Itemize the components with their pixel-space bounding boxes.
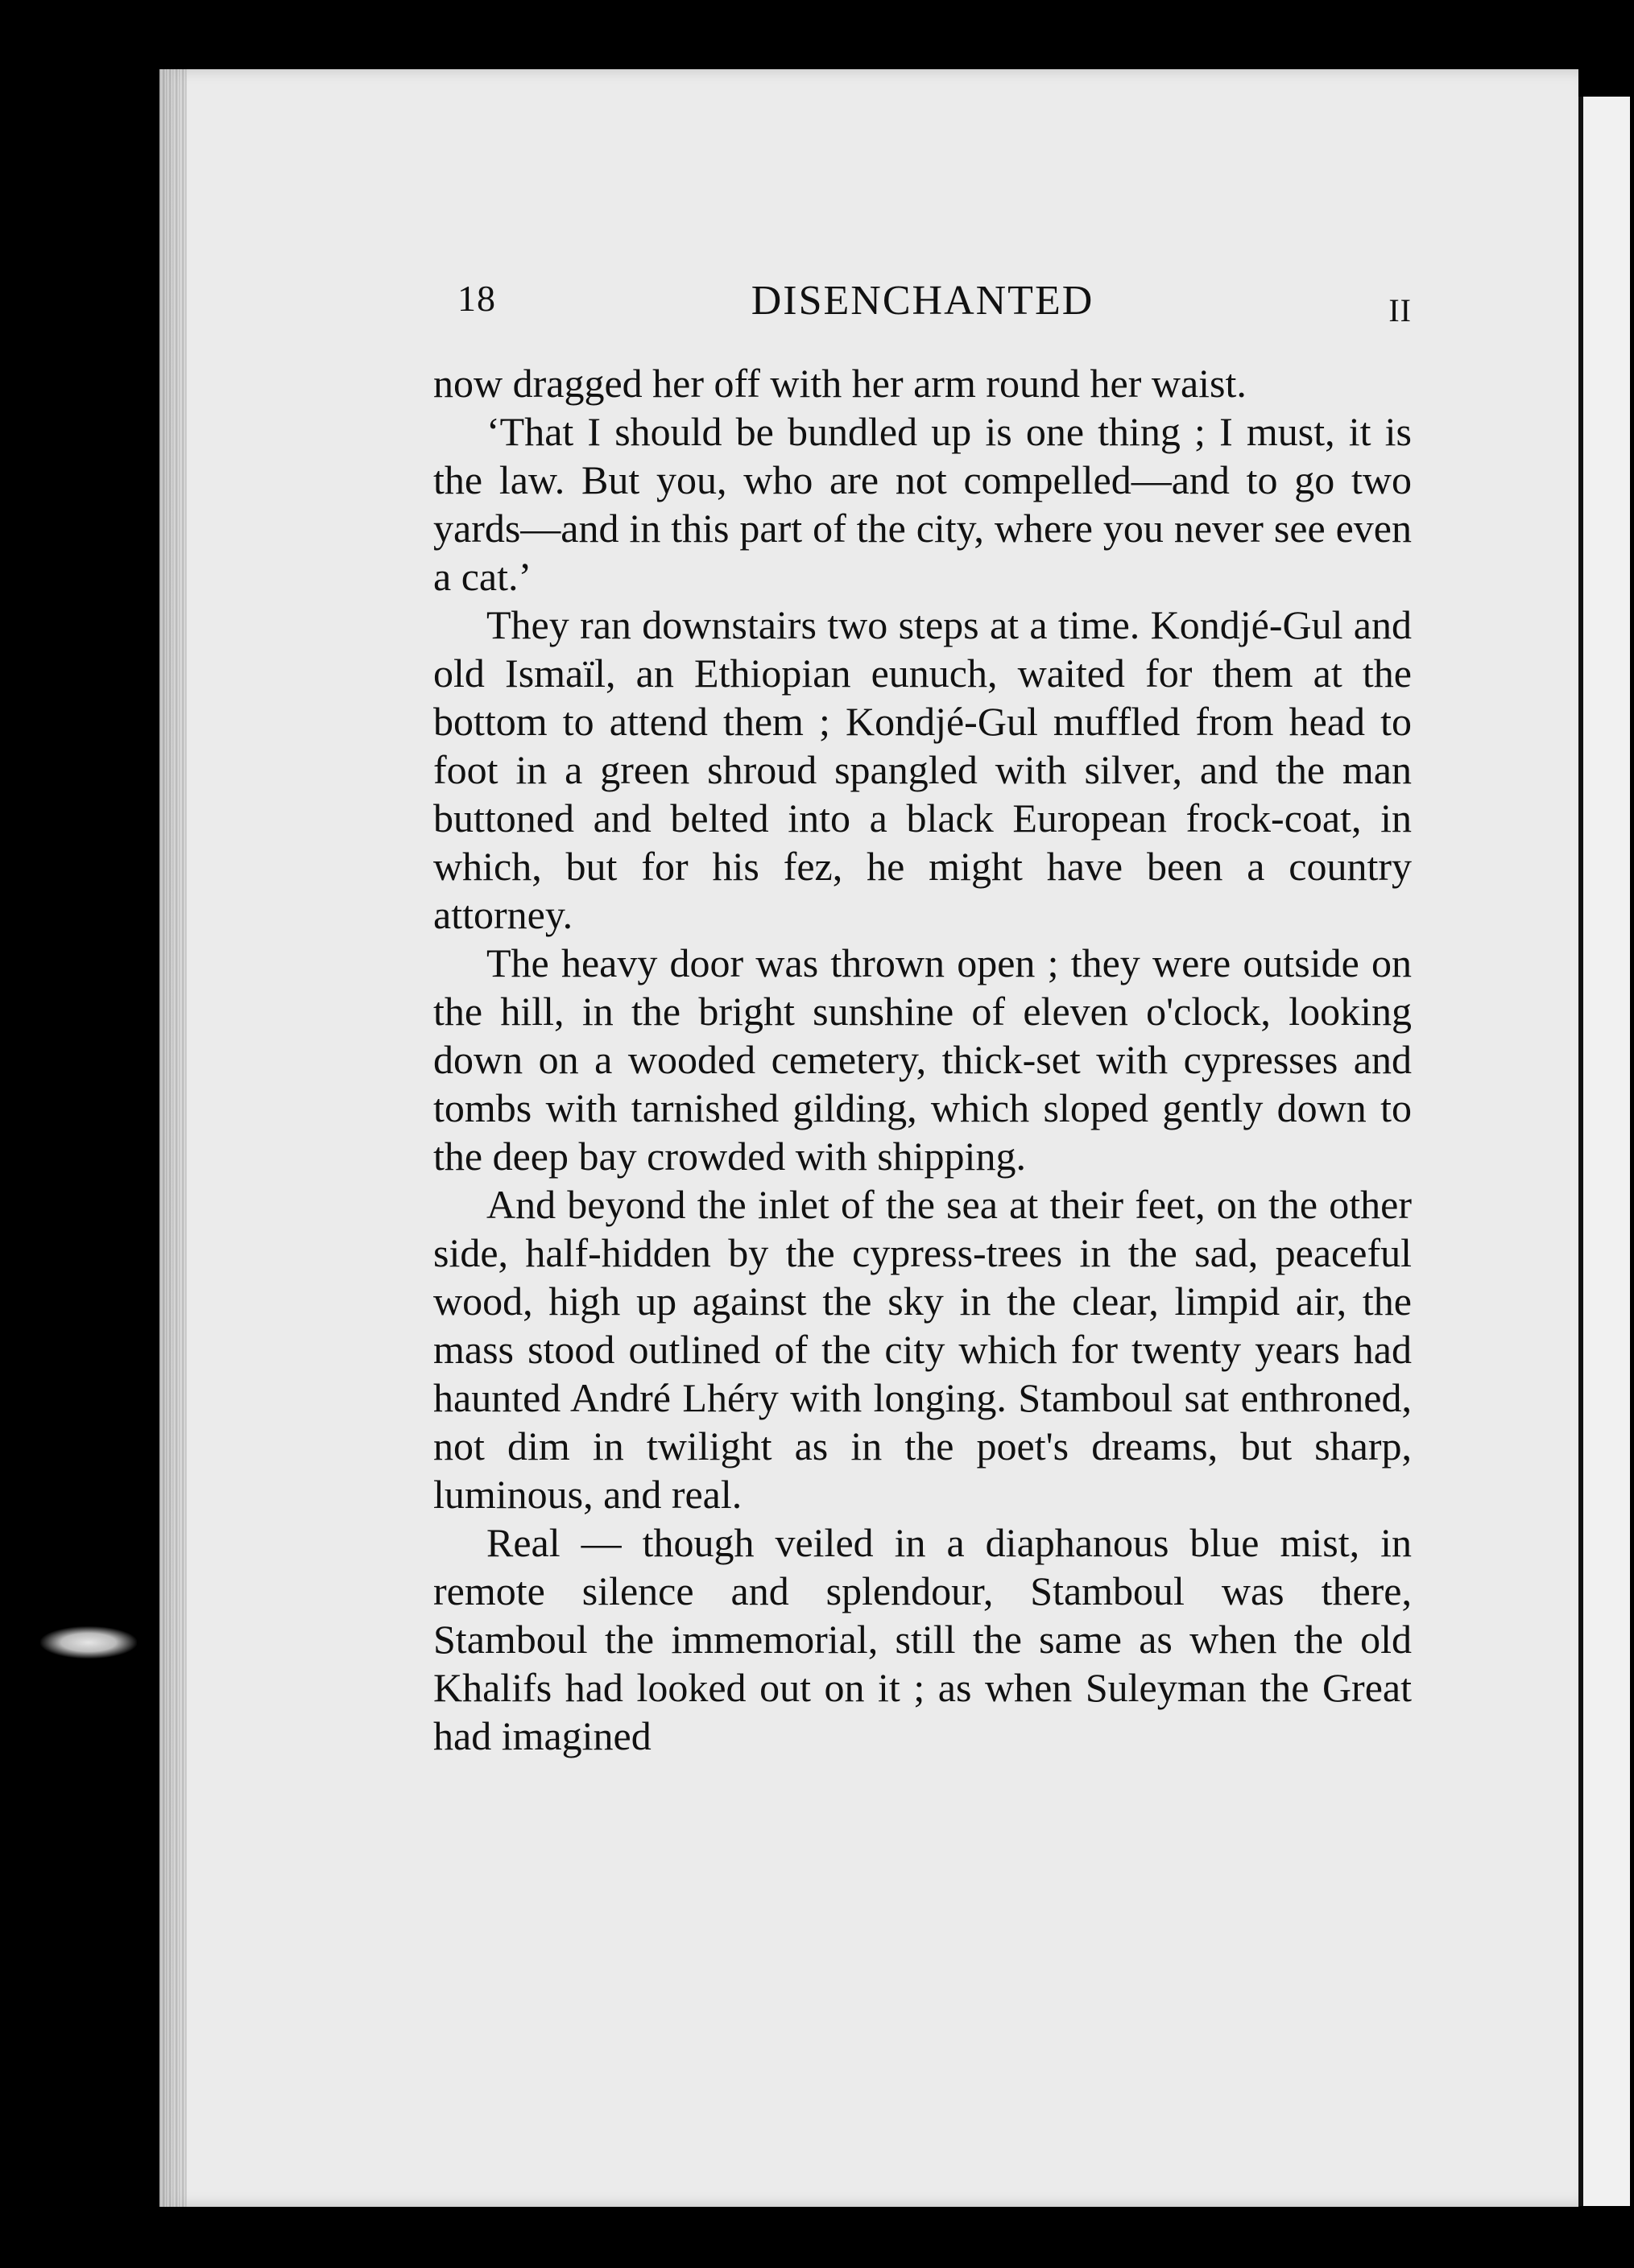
paragraph: now dragged her off with her arm round her waist. (433, 361, 1247, 406)
running-head (433, 266, 1412, 330)
page-content (433, 266, 1412, 1760)
page-number: 18 (457, 278, 496, 319)
paragraph: And beyond the inlet of the sea at their feet, on the other side, half-hidden by the cypress-trees in the sad, peaceful wood, high up against the sky in the clear, limpid air, the mass stood outlined of the city which for twenty years had haunted André Lhéry with longing. Stamboul sat enthroned, not dim in twilight as in the poet's dreams, but sharp, luminous, and real. (433, 1182, 1412, 1517)
book-title: DISENCHANTED (751, 278, 1094, 324)
paragraph: The heavy door was thrown open ; they were outside on the hill, in the bright sunshine of eleven o'clock, looking down on a wooded cemetery, thick-set with cypresses and tombs with tarnished gilding, which sloped gently down to the deep bay crowded with shipping. (433, 940, 1412, 1179)
facing-page-edge (1578, 97, 1630, 2206)
paragraph: They ran downstairs two steps at a time. Kondjé-Gul and old Ismaïl, an Ethiopian eunuch, waited for them at the bottom to attend them ; Kondjé-Gul muffled from head to foot in a green shroud spangled with silver, and the man buttoned and belted into a black European frock-coat, in which, but for his fez, he might have been a country attorney. (433, 602, 1412, 937)
body-text (433, 359, 1412, 1760)
scan-smudge (40, 1626, 137, 1659)
paragraph: Real — though veiled in a diaphanous blue mist, in remote silence and splendour, Stamboul was there, Stamboul the immemorial, still the same as when the old Khalifs had looked out on it ; as when Suleyman the Great had imagined (433, 1520, 1412, 1758)
book-spine-edge (159, 69, 187, 2207)
paragraph: ‘That I should be bundled up is one thing ; I must, it is the law. But you, who are not compelled—and to go two yards—and in this part of the city, where you never see even a cat.’ (433, 409, 1412, 599)
chapter-number: II (1388, 292, 1412, 328)
